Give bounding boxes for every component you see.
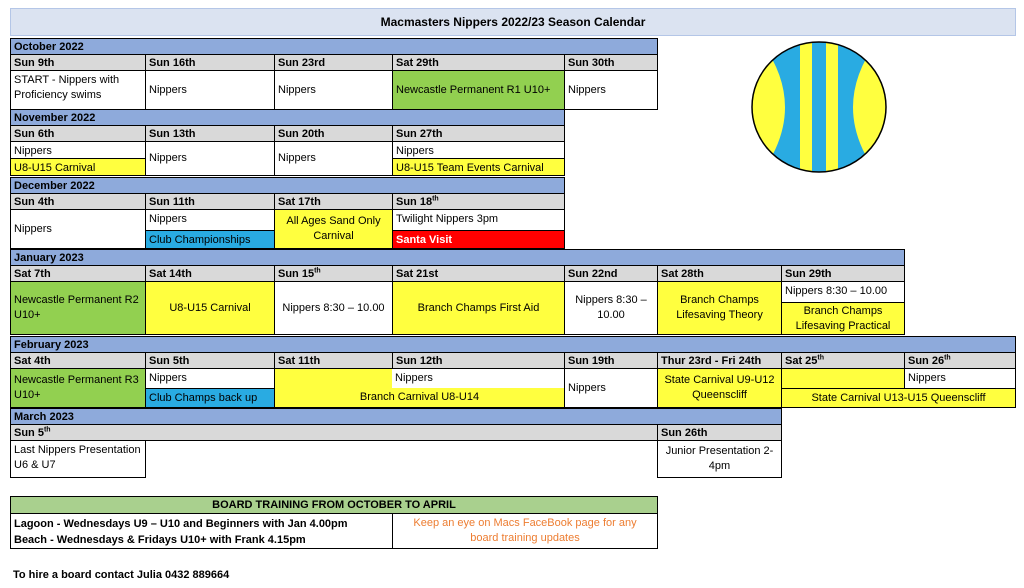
day-header: Sat 21st bbox=[392, 265, 565, 282]
event-cell: Nippers bbox=[145, 70, 275, 110]
event-cell: Nippers bbox=[274, 70, 393, 110]
day-header: Sun 22nd bbox=[564, 265, 658, 282]
board-training-schedule bbox=[10, 513, 393, 549]
day-header: Sun 26th bbox=[657, 424, 782, 441]
beach-schedule: Beach - Wednesdays & Fridays U10+ with Frank 4.15pm bbox=[14, 534, 306, 546]
day-header: Sun 26th bbox=[904, 352, 1016, 369]
day-header: Sun 15th bbox=[274, 265, 393, 282]
month-header-october: October 2022 bbox=[10, 38, 658, 55]
blank-header bbox=[145, 424, 658, 441]
day-header: Sun 13th bbox=[145, 125, 275, 142]
state-carnival-cell: State Carnival U13-U15 Queenscliff bbox=[781, 388, 1016, 408]
event-cell: Nippers bbox=[145, 141, 275, 176]
day-header: Sun 29th bbox=[781, 265, 905, 282]
event-cell: START - Nippers with Proficiency swims bbox=[10, 70, 146, 110]
event-cell: State Carnival U9-U12 Queenscliff bbox=[657, 368, 782, 408]
event-cell: Twilight Nippers 3pm bbox=[392, 209, 565, 231]
day-header: Sun 18th bbox=[392, 193, 565, 210]
day-header: Sat 4th bbox=[10, 352, 146, 369]
event-cell: Branch Champs Lifesaving Theory bbox=[657, 281, 782, 335]
event-cell: Santa Visit bbox=[392, 230, 565, 249]
day-header: Thur 23rd - Fri 24th bbox=[657, 352, 782, 369]
facebook-note: Keep an eye on Macs FaceBook page for any board training updates bbox=[392, 513, 658, 549]
day-header: Sun 9th bbox=[10, 54, 146, 71]
board-hire-contact: To hire a board contact Julia 0432 889664 bbox=[13, 569, 230, 581]
day-header: Sun 11th bbox=[145, 193, 275, 210]
event-cell: U8-U15 Team Events Carnival bbox=[392, 158, 565, 176]
event-cell: All Ages Sand Only Carnival bbox=[274, 209, 393, 249]
day-header: Sun 5th bbox=[145, 352, 275, 369]
club-logo bbox=[750, 40, 888, 175]
event-cell bbox=[781, 368, 905, 389]
event-cell: Branch Champs Lifesaving Practical bbox=[781, 302, 905, 335]
day-header: Sun 27th bbox=[392, 125, 565, 142]
event-cell: Nippers bbox=[10, 141, 146, 159]
event-cell: U8-U15 Carnival bbox=[145, 281, 275, 335]
event-cell: Newcastle Permanent R3 U10+ bbox=[10, 368, 146, 408]
branch-carnival-cell: Branch Carnival U8-U14 bbox=[274, 388, 565, 408]
event-cell: Nippers 8:30 – 10.00 bbox=[564, 281, 658, 335]
day-header: Sun 20th bbox=[274, 125, 393, 142]
day-header: Sun 12th bbox=[392, 352, 565, 369]
day-header: Sun 6th bbox=[10, 125, 146, 142]
event-cell: Nippers bbox=[274, 141, 393, 176]
event-cell: Nippers bbox=[10, 209, 146, 249]
month-header-march: March 2023 bbox=[10, 408, 782, 425]
event-cell: Newcastle Permanent R2 U10+ bbox=[10, 281, 146, 335]
event-cell: Last Nippers Presentation U6 & U7 bbox=[10, 440, 146, 478]
day-header: Sun 4th bbox=[10, 193, 146, 210]
month-header-january: January 2023 bbox=[10, 249, 905, 266]
month-header-november: November 2022 bbox=[10, 109, 565, 126]
day-header: Sat 7th bbox=[10, 265, 146, 282]
event-cell: Nippers bbox=[392, 141, 565, 159]
day-header: Sun 19th bbox=[564, 352, 658, 369]
event-cell: Nippers bbox=[392, 368, 565, 389]
page-title: Macmasters Nippers 2022/23 Season Calendar bbox=[10, 8, 1016, 36]
day-header: Sat 28th bbox=[657, 265, 782, 282]
event-cell: Branch Champs First Aid bbox=[392, 281, 565, 335]
event-cell: Newcastle Permanent R1 U10+ bbox=[392, 70, 565, 110]
event-cell: Nippers bbox=[145, 368, 275, 389]
day-header: Sat 29th bbox=[392, 54, 565, 71]
day-header: Sun 23rd bbox=[274, 54, 393, 71]
event-cell: Junior Presentation 2-4pm bbox=[657, 440, 782, 478]
event-cell: Club Championships bbox=[145, 230, 275, 249]
month-header-february: February 2023 bbox=[10, 336, 1016, 353]
board-training-heading: BOARD TRAINING FROM OCTOBER TO APRIL bbox=[10, 496, 658, 514]
event-cell: U8-U15 Carnival bbox=[10, 158, 146, 176]
day-header: Sun 5th bbox=[10, 424, 146, 441]
month-header-december: December 2022 bbox=[10, 177, 565, 194]
event-cell: Nippers 8:30 – 10.00 bbox=[274, 281, 393, 335]
lagoon-schedule: Lagoon - Wednesdays U9 – U10 and Beginners with Jan 4.00pm bbox=[14, 518, 348, 530]
day-header: Sat 14th bbox=[145, 265, 275, 282]
event-cell: Club Champs back up bbox=[145, 388, 275, 408]
event-cell: Nippers bbox=[145, 209, 275, 231]
event-cell: Nippers 8:30 – 10.00 bbox=[781, 281, 905, 303]
day-header: Sat 17th bbox=[274, 193, 393, 210]
day-header: Sun 30th bbox=[564, 54, 658, 71]
event-cell: Nippers bbox=[904, 368, 1016, 389]
event-cell: Nippers bbox=[564, 70, 658, 110]
event-cell: Nippers bbox=[564, 368, 658, 408]
day-header: Sat 11th bbox=[274, 352, 393, 369]
day-header: Sat 25th bbox=[781, 352, 905, 369]
day-header: Sun 16th bbox=[145, 54, 275, 71]
